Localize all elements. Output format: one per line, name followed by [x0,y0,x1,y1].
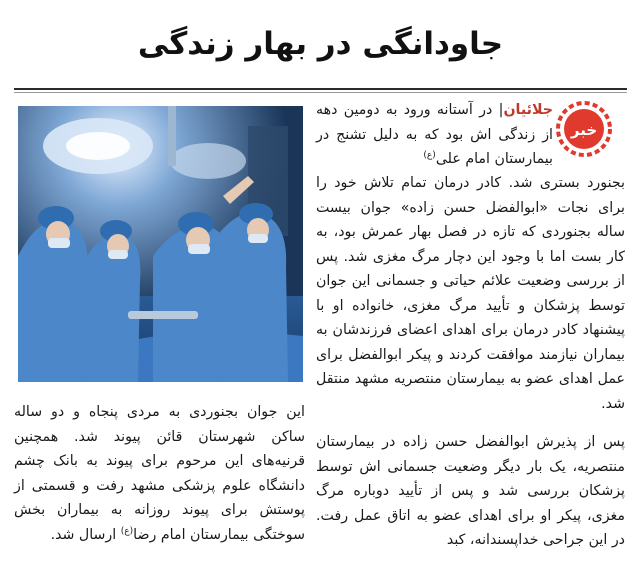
paragraph-2: پس از پذیرش ابوالفضل حسن زاده در بیمارستان منتصریه، یک بار دیگر وضعیت جسمانی اش توسط پزشکان بررسی شد و پس از تأیید دوباره مرگ مغزی، پیکر او برای اهدای عضو به اتاق عمل رفت. در این جراحی خداپسندانه، کبد [316,434,625,548]
article-body-left [14,400,305,547]
left-text: این جوان بجنوردی به مردی پنجاه و دو ساله ساکن شهرستان قائن پیوند شد. همچنین قرنیه‌های این مرحوم برای پیوند به بانک چشم دانشگاه علوم پزشکی مشهد رفت و قسمتی از پوستش برای پیوند روزانه به بیماران بخش سوختگی بیمارستان امام رضا [14,404,305,543]
left-honorific: (ع) [120,525,134,536]
news-badge-label: خبر [570,121,598,139]
news-badge [556,101,612,157]
paragraph-1: بجنورد بستری شد. کادر درمان تمام تلاش خود را برای نجات «ابوالفضل حسن زاده» جوان بیست ساله بجنوردی که تازه در فصل بهار عمرش بود، به کار بست اما با وجود این دچار مرگ مغزی شد. پس از بررسی وضعیت علائم حیاتی و جسمانی این جوان توسط پزشکان و تأیید مرگ مغزی، خانواده او با پیشنهاد کادر درمان برای اهدای اعضای فرزندشان به بیماران نیازمند موافقت کردند و پیکر ابوالفضل برای عمل اهدای عضو به بیمارستان منتصریه مشهد منتقل شد. [316,175,625,412]
lead-honorific: (ع) [423,150,436,161]
headline: جاودانگی در بهار زندگی [137,26,504,62]
article-body-right [316,171,625,553]
left-end: ارسال شد. [50,526,121,543]
headline-rule-thin [14,92,627,93]
surgery-photo [18,106,303,382]
lead-name: جلائیان [503,102,553,118]
article-lead [316,98,553,172]
surgery-photo-image [18,106,303,382]
lead-text: | در آستانه ورود به دومین دهه از زندگی اش بود که به دلیل تشنج در بیمارستان امام علی [316,102,553,167]
news-badge-icon [556,101,612,157]
headline-rule [14,88,627,90]
